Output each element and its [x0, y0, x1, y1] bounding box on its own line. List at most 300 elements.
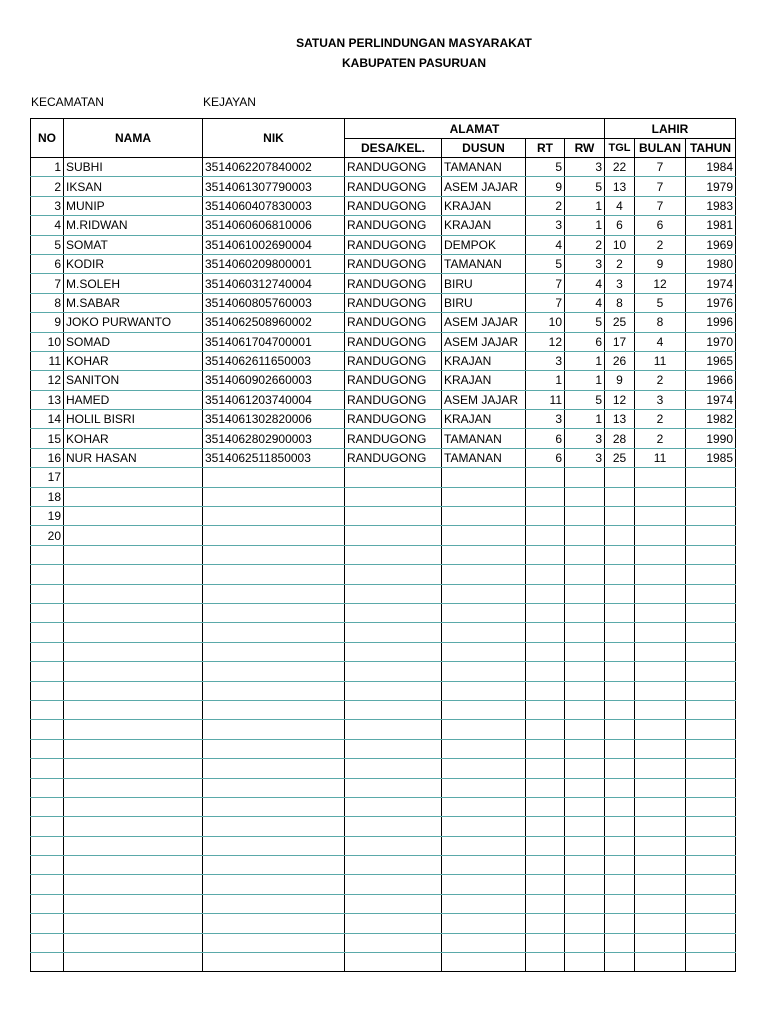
empty-cell	[526, 914, 565, 933]
header-nama: NAMA	[64, 119, 203, 158]
empty-cell	[31, 914, 64, 933]
cell-no: 11	[31, 351, 64, 370]
empty-cell	[203, 759, 345, 778]
empty-cell	[31, 681, 64, 700]
cell-desa: RANDUGONG	[345, 254, 442, 273]
empty-cell	[345, 584, 442, 603]
empty-cell	[605, 817, 635, 836]
header-nik: NIK	[203, 119, 345, 158]
empty-cell	[31, 565, 64, 584]
cell-rw: 1	[565, 371, 605, 390]
empty-cell	[686, 856, 736, 875]
empty-cell	[31, 817, 64, 836]
cell-nama: JOKO PURWANTO	[64, 313, 203, 332]
cell-nik: 3514061002690004	[203, 235, 345, 254]
cell-dusun	[442, 468, 526, 487]
empty-cell	[31, 875, 64, 894]
empty-cell	[442, 914, 526, 933]
empty-cell	[686, 778, 736, 797]
document-title: SATUAN PERLINDUNGAN MASYARAKAT	[296, 36, 532, 50]
cell-rw: 6	[565, 332, 605, 351]
cell-rt: 3	[526, 410, 565, 429]
table-row	[31, 313, 736, 332]
empty-cell	[605, 894, 635, 913]
empty-cell	[605, 545, 635, 564]
empty-cell	[203, 894, 345, 913]
empty-cell	[345, 894, 442, 913]
empty-cell	[686, 603, 736, 622]
cell-nik: 3514061307790003	[203, 177, 345, 196]
header-lahir: LAHIR	[605, 119, 736, 139]
empty-row	[31, 662, 736, 681]
empty-cell	[686, 700, 736, 719]
cell-dusun: ASEM JAJAR	[442, 177, 526, 196]
cell-rt: 6	[526, 448, 565, 467]
empty-cell	[635, 933, 686, 952]
cell-rt: 5	[526, 158, 565, 177]
empty-cell	[442, 681, 526, 700]
cell-tahun	[686, 526, 736, 545]
cell-rt: 6	[526, 429, 565, 448]
table-row	[31, 410, 736, 429]
cell-desa: RANDUGONG	[345, 216, 442, 235]
cell-rw: 2	[565, 235, 605, 254]
empty-cell	[605, 681, 635, 700]
empty-cell	[203, 914, 345, 933]
empty-cell	[686, 817, 736, 836]
cell-desa: RANDUGONG	[345, 429, 442, 448]
empty-cell	[565, 894, 605, 913]
cell-desa	[345, 526, 442, 545]
cell-nik: 3514062611650003	[203, 351, 345, 370]
empty-cell	[605, 623, 635, 642]
cell-no: 5	[31, 235, 64, 254]
empty-cell	[31, 933, 64, 952]
empty-cell	[31, 894, 64, 913]
empty-row	[31, 953, 736, 972]
empty-row	[31, 642, 736, 661]
empty-cell	[64, 545, 203, 564]
empty-cell	[345, 817, 442, 836]
cell-no: 17	[31, 468, 64, 487]
cell-rt: 5	[526, 254, 565, 273]
cell-no: 7	[31, 274, 64, 293]
empty-cell	[605, 778, 635, 797]
empty-cell	[31, 603, 64, 622]
empty-cell	[442, 759, 526, 778]
cell-tahun: 1980	[686, 254, 736, 273]
empty-cell	[203, 875, 345, 894]
cell-nama: HAMED	[64, 390, 203, 409]
cell-desa: RANDUGONG	[345, 410, 442, 429]
cell-rw	[565, 507, 605, 526]
empty-cell	[526, 584, 565, 603]
cell-tgl: 25	[605, 313, 635, 332]
cell-desa: RANDUGONG	[345, 274, 442, 293]
empty-cell	[526, 817, 565, 836]
header-bulan: BULAN	[635, 139, 686, 158]
cell-nama: HOLIL BISRI	[64, 410, 203, 429]
empty-cell	[526, 894, 565, 913]
empty-row	[31, 856, 736, 875]
empty-row	[31, 545, 736, 564]
table-row	[31, 526, 736, 545]
empty-row	[31, 817, 736, 836]
empty-cell	[635, 739, 686, 758]
cell-dusun: KRAJAN	[442, 216, 526, 235]
cell-tahun: 1970	[686, 332, 736, 351]
empty-cell	[345, 914, 442, 933]
cell-rt: 11	[526, 390, 565, 409]
cell-rt: 4	[526, 235, 565, 254]
empty-cell	[635, 914, 686, 933]
empty-cell	[635, 797, 686, 816]
cell-no: 3	[31, 196, 64, 215]
empty-cell	[686, 584, 736, 603]
cell-nama	[64, 526, 203, 545]
empty-cell	[31, 836, 64, 855]
empty-cell	[686, 565, 736, 584]
cell-tgl: 28	[605, 429, 635, 448]
header-no: NO	[31, 119, 64, 158]
cell-rt: 3	[526, 351, 565, 370]
empty-cell	[345, 700, 442, 719]
cell-dusun: ASEM JAJAR	[442, 390, 526, 409]
cell-no: 6	[31, 254, 64, 273]
empty-cell	[203, 700, 345, 719]
cell-no: 12	[31, 371, 64, 390]
empty-cell	[526, 778, 565, 797]
cell-dusun: KRAJAN	[442, 371, 526, 390]
cell-tgl: 26	[605, 351, 635, 370]
cell-rt	[526, 526, 565, 545]
empty-cell	[635, 700, 686, 719]
table-row	[31, 390, 736, 409]
cell-nik: 3514060407830003	[203, 196, 345, 215]
empty-cell	[345, 642, 442, 661]
empty-row	[31, 584, 736, 603]
table-row	[31, 177, 736, 196]
empty-cell	[64, 875, 203, 894]
empty-cell	[203, 662, 345, 681]
empty-cell	[31, 662, 64, 681]
cell-rw	[565, 526, 605, 545]
empty-cell	[203, 642, 345, 661]
cell-bulan	[635, 507, 686, 526]
cell-nama: M.RIDWAN	[64, 216, 203, 235]
empty-cell	[345, 739, 442, 758]
cell-tahun: 1974	[686, 274, 736, 293]
empty-cell	[686, 797, 736, 816]
empty-cell	[64, 778, 203, 797]
empty-cell	[565, 875, 605, 894]
cell-nama: M.SOLEH	[64, 274, 203, 293]
empty-cell	[203, 836, 345, 855]
cell-tahun: 1981	[686, 216, 736, 235]
cell-rw: 1	[565, 410, 605, 429]
empty-cell	[442, 720, 526, 739]
table-row	[31, 468, 736, 487]
empty-cell	[565, 623, 605, 642]
empty-cell	[526, 681, 565, 700]
empty-cell	[31, 584, 64, 603]
header-rw: RW	[565, 139, 605, 158]
cell-tgl: 12	[605, 390, 635, 409]
empty-cell	[565, 797, 605, 816]
table-row	[31, 216, 736, 235]
cell-bulan: 7	[635, 196, 686, 215]
cell-no: 16	[31, 448, 64, 467]
cell-desa	[345, 507, 442, 526]
empty-cell	[565, 836, 605, 855]
cell-nik: 3514060902660003	[203, 371, 345, 390]
empty-cell	[203, 681, 345, 700]
table-row	[31, 351, 736, 370]
empty-cell	[605, 875, 635, 894]
cell-tahun: 1976	[686, 293, 736, 312]
cell-nik: 3514062511850003	[203, 448, 345, 467]
cell-dusun: KRAJAN	[442, 351, 526, 370]
empty-cell	[605, 584, 635, 603]
table-row	[31, 507, 736, 526]
cell-nik	[203, 468, 345, 487]
empty-cell	[565, 545, 605, 564]
cell-tgl: 6	[605, 216, 635, 235]
empty-cell	[635, 778, 686, 797]
empty-cell	[442, 797, 526, 816]
cell-no: 10	[31, 332, 64, 351]
cell-bulan: 9	[635, 254, 686, 273]
cell-tahun: 1965	[686, 351, 736, 370]
empty-cell	[565, 817, 605, 836]
cell-bulan	[635, 468, 686, 487]
cell-rt	[526, 468, 565, 487]
empty-cell	[686, 720, 736, 739]
empty-row	[31, 700, 736, 719]
cell-bulan: 2	[635, 410, 686, 429]
empty-cell	[31, 797, 64, 816]
empty-cell	[686, 623, 736, 642]
cell-tahun: 1983	[686, 196, 736, 215]
empty-cell	[565, 759, 605, 778]
cell-rt: 10	[526, 313, 565, 332]
empty-cell	[64, 720, 203, 739]
empty-cell	[442, 817, 526, 836]
empty-cell	[526, 642, 565, 661]
empty-cell	[526, 623, 565, 642]
empty-cell	[203, 623, 345, 642]
cell-rw: 3	[565, 158, 605, 177]
empty-cell	[635, 720, 686, 739]
empty-cell	[686, 933, 736, 952]
empty-row	[31, 836, 736, 855]
cell-tgl: 13	[605, 177, 635, 196]
empty-cell	[64, 565, 203, 584]
empty-cell	[635, 856, 686, 875]
empty-cell	[31, 623, 64, 642]
empty-cell	[203, 584, 345, 603]
cell-no: 20	[31, 526, 64, 545]
cell-no: 14	[31, 410, 64, 429]
empty-cell	[345, 875, 442, 894]
cell-desa: RANDUGONG	[345, 351, 442, 370]
cell-no: 18	[31, 487, 64, 506]
empty-cell	[345, 856, 442, 875]
cell-bulan: 7	[635, 177, 686, 196]
cell-rw: 5	[565, 390, 605, 409]
cell-tgl: 10	[605, 235, 635, 254]
cell-rw: 3	[565, 429, 605, 448]
cell-desa: RANDUGONG	[345, 332, 442, 351]
cell-dusun: BIRU	[442, 293, 526, 312]
empty-cell	[635, 584, 686, 603]
empty-cell	[345, 565, 442, 584]
cell-rt	[526, 507, 565, 526]
cell-rw: 3	[565, 254, 605, 273]
empty-cell	[442, 623, 526, 642]
empty-row	[31, 720, 736, 739]
cell-nama: SOMAD	[64, 332, 203, 351]
table-row	[31, 487, 736, 506]
cell-nik	[203, 507, 345, 526]
empty-cell	[565, 584, 605, 603]
cell-dusun	[442, 526, 526, 545]
cell-desa	[345, 468, 442, 487]
empty-cell	[64, 681, 203, 700]
empty-cell	[686, 739, 736, 758]
cell-nama: KOHAR	[64, 429, 203, 448]
empty-cell	[635, 662, 686, 681]
cell-rw: 4	[565, 293, 605, 312]
empty-cell	[686, 662, 736, 681]
empty-cell	[526, 953, 565, 972]
empty-cell	[64, 700, 203, 719]
empty-row	[31, 565, 736, 584]
empty-cell	[345, 623, 442, 642]
empty-cell	[203, 603, 345, 622]
empty-cell	[64, 584, 203, 603]
empty-cell	[31, 856, 64, 875]
cell-tahun: 1985	[686, 448, 736, 467]
empty-cell	[442, 565, 526, 584]
cell-rw: 1	[565, 351, 605, 370]
cell-nik: 3514061704700001	[203, 332, 345, 351]
cell-bulan: 2	[635, 235, 686, 254]
table-row	[31, 254, 736, 273]
cell-bulan: 8	[635, 313, 686, 332]
empty-cell	[442, 700, 526, 719]
empty-cell	[526, 933, 565, 952]
header-desa: DESA/KEL.	[345, 139, 442, 158]
cell-nik: 3514060606810006	[203, 216, 345, 235]
cell-nik: 3514062508960002	[203, 313, 345, 332]
cell-rt: 12	[526, 332, 565, 351]
cell-nama: MUNIP	[64, 196, 203, 215]
empty-cell	[635, 603, 686, 622]
empty-cell	[635, 681, 686, 700]
table-row	[31, 332, 736, 351]
empty-cell	[64, 642, 203, 661]
table-row	[31, 448, 736, 467]
empty-cell	[565, 953, 605, 972]
cell-bulan: 2	[635, 371, 686, 390]
empty-cell	[605, 797, 635, 816]
empty-cell	[442, 739, 526, 758]
empty-cell	[203, 778, 345, 797]
cell-bulan: 4	[635, 332, 686, 351]
empty-cell	[64, 933, 203, 952]
empty-cell	[565, 565, 605, 584]
cell-nik: 3514062802900003	[203, 429, 345, 448]
table-row	[31, 196, 736, 215]
empty-cell	[605, 603, 635, 622]
empty-cell	[442, 856, 526, 875]
empty-cell	[565, 778, 605, 797]
empty-cell	[635, 953, 686, 972]
empty-cell	[31, 739, 64, 758]
cell-no: 2	[31, 177, 64, 196]
cell-dusun: TAMANAN	[442, 429, 526, 448]
cell-rt: 1	[526, 371, 565, 390]
empty-cell	[565, 603, 605, 622]
empty-cell	[686, 953, 736, 972]
cell-nik: 3514060805760003	[203, 293, 345, 312]
empty-cell	[31, 642, 64, 661]
empty-cell	[526, 720, 565, 739]
cell-tahun: 1990	[686, 429, 736, 448]
empty-cell	[345, 545, 442, 564]
cell-tahun	[686, 507, 736, 526]
empty-cell	[31, 953, 64, 972]
empty-cell	[31, 545, 64, 564]
empty-cell	[565, 662, 605, 681]
empty-cell	[31, 700, 64, 719]
empty-cell	[635, 817, 686, 836]
empty-cell	[605, 856, 635, 875]
empty-cell	[526, 856, 565, 875]
table-body	[31, 158, 736, 972]
empty-cell	[635, 836, 686, 855]
header-rt: RT	[526, 139, 565, 158]
cell-dusun: BIRU	[442, 274, 526, 293]
cell-tahun: 1996	[686, 313, 736, 332]
cell-rt: 7	[526, 293, 565, 312]
cell-rw: 5	[565, 313, 605, 332]
cell-bulan: 12	[635, 274, 686, 293]
empty-cell	[345, 953, 442, 972]
empty-row	[31, 603, 736, 622]
cell-rw: 4	[565, 274, 605, 293]
empty-cell	[64, 759, 203, 778]
cell-tahun: 1974	[686, 390, 736, 409]
empty-cell	[635, 565, 686, 584]
empty-cell	[605, 565, 635, 584]
cell-no: 13	[31, 390, 64, 409]
empty-row	[31, 778, 736, 797]
empty-cell	[345, 836, 442, 855]
cell-tgl: 2	[605, 254, 635, 273]
empty-row	[31, 894, 736, 913]
empty-cell	[605, 642, 635, 661]
cell-tgl	[605, 468, 635, 487]
cell-tgl: 25	[605, 448, 635, 467]
header-dusun: DUSUN	[442, 139, 526, 158]
cell-rw: 1	[565, 196, 605, 215]
cell-nama: IKSAN	[64, 177, 203, 196]
empty-cell	[203, 856, 345, 875]
cell-nik: 3514062207840002	[203, 158, 345, 177]
cell-desa: RANDUGONG	[345, 235, 442, 254]
